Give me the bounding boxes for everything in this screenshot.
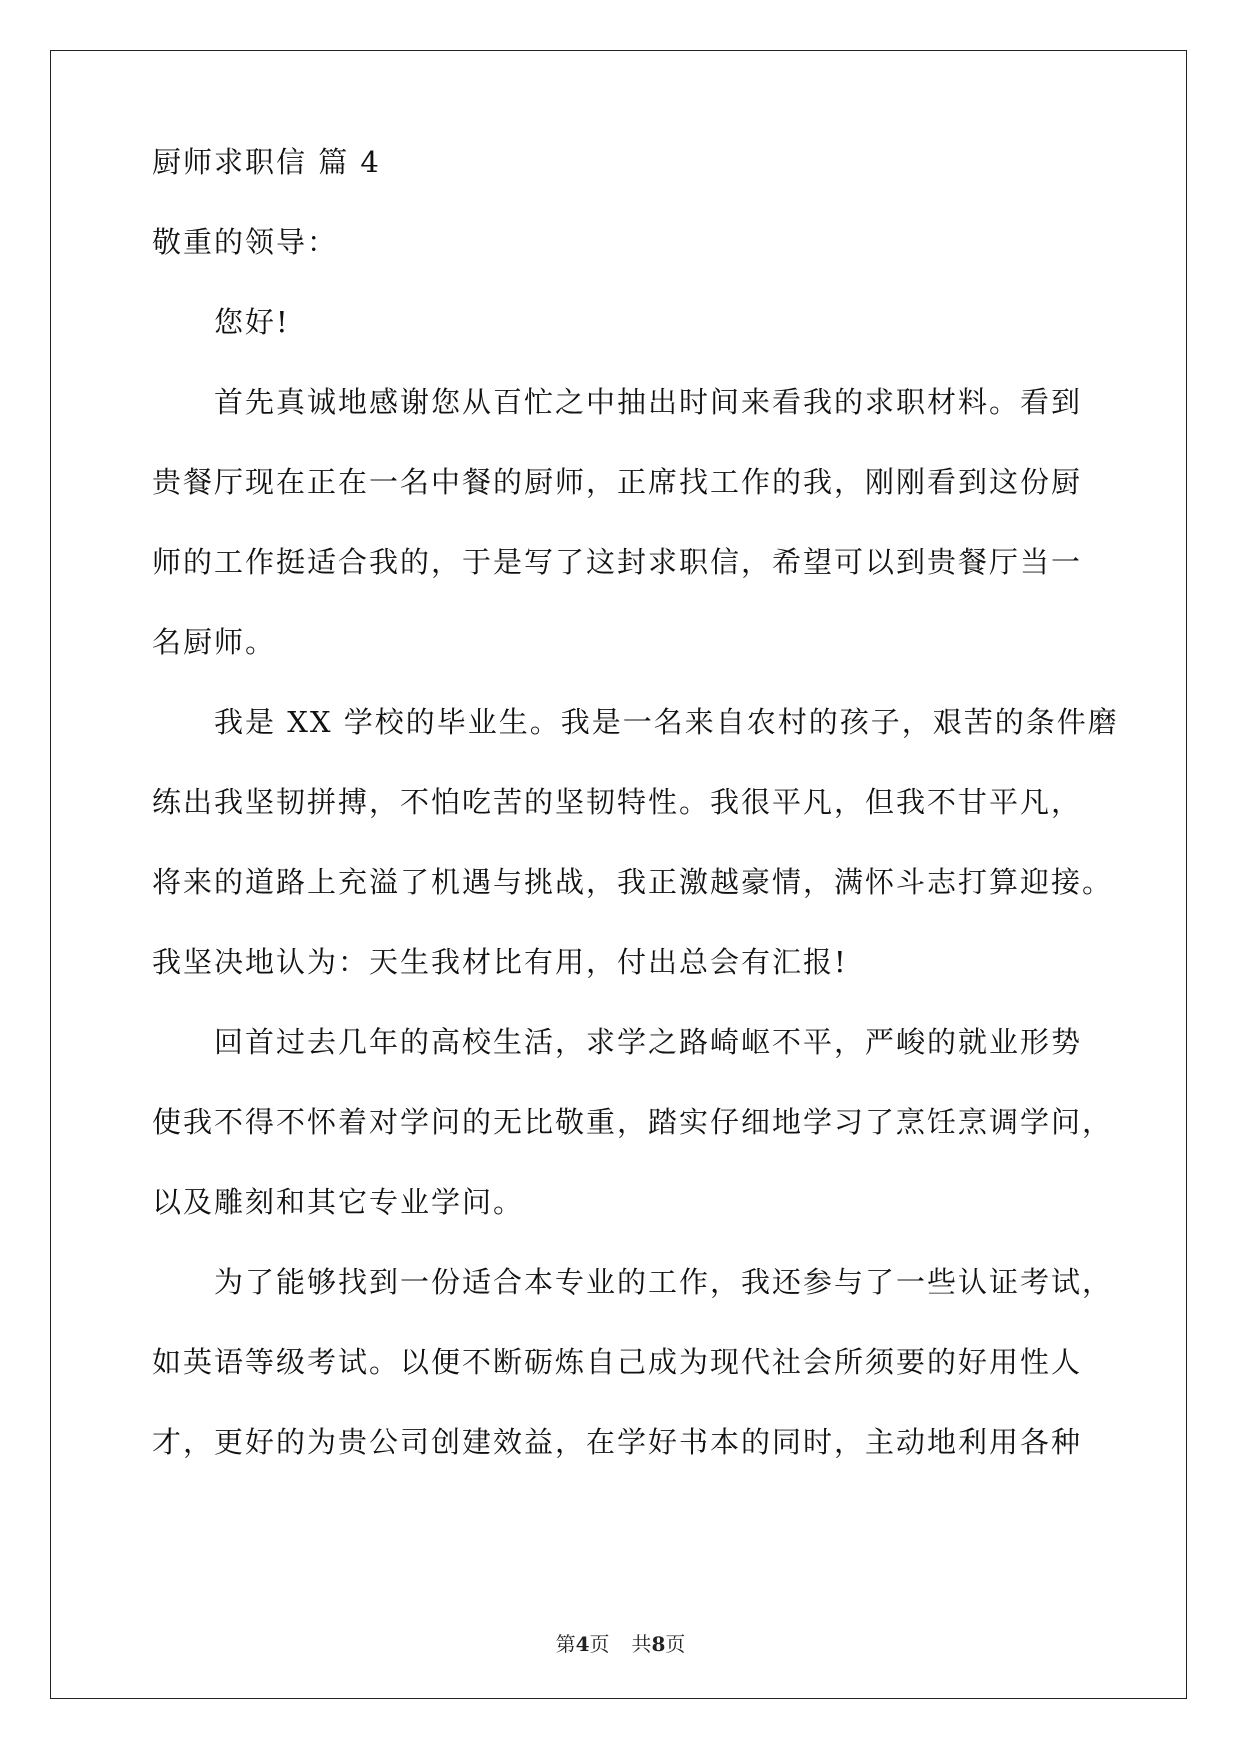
greeting: 您好! — [214, 305, 290, 339]
paragraph-line: 回首过去几年的高校生活，求学之路崎岖不平，严峻的就业形势 — [214, 1025, 1083, 1059]
page-footer — [0, 1628, 1241, 1657]
paragraph-line: 将来的道路上充溢了机遇与挑战，我正激越豪情，满怀斗志打算迎接。 — [152, 865, 1114, 899]
paragraph-line: 练出我坚韧拼搏，不怕吃苦的坚韧特性。我很平凡，但我不甘平凡， — [152, 785, 1083, 819]
paragraph-line: 名厨师。 — [152, 625, 277, 659]
paragraph-line: 师的工作挺适合我的，于是写了这封求职信，希望可以到贵餐厅当一 — [152, 545, 1083, 579]
total-pages-number: 8 — [651, 1632, 666, 1656]
footer-total-prefix: 共 — [631, 1632, 652, 1656]
paragraph-1 — [152, 362, 1112, 682]
paragraph-line: 以及雕刻和其它专业学问。 — [152, 1185, 525, 1219]
footer-prefix: 第 — [555, 1632, 576, 1656]
footer-total-suffix: 页 — [665, 1632, 686, 1656]
salutation: 敬重的领导： — [152, 225, 339, 259]
document-title: 厨师求职信 篇 4 — [152, 145, 381, 179]
paragraph-line: 才，更好的为贵公司创建效益，在学好书本的同时，主动地利用各种 — [152, 1425, 1083, 1459]
paragraph-line: 首先真诚地感谢您从百忙之中抽出时间来看我的求职材料。看到 — [214, 385, 1083, 419]
paragraph-3 — [152, 1002, 1112, 1242]
current-page-number: 4 — [575, 1632, 590, 1656]
paragraph-line: 如英语等级考试。以便不断砺炼自己成为现代社会所须要的好用性人 — [152, 1345, 1083, 1379]
paragraph-line: 贵餐厅现在正在一名中餐的厨师，正席找工作的我，刚刚看到这份厨 — [152, 465, 1083, 499]
footer-page-suffix: 页 — [589, 1632, 610, 1656]
paragraph-line: 我坚决地认为：天生我材比有用，付出总会有汇报! — [152, 945, 848, 979]
paragraph-line: 使我不得不怀着对学问的无比敬重，踏实仔细地学习了烹饪烹调学问， — [152, 1105, 1114, 1139]
paragraph-line: 我是 XX 学校的毕业生。我是一名来自农村的孩子，艰苦的条件磨 — [214, 705, 1119, 739]
paragraph-4 — [152, 1242, 1112, 1482]
paragraph-2 — [152, 682, 1119, 1002]
paragraph-line: 为了能够找到一份适合本专业的工作，我还参与了一些认证考试， — [214, 1265, 1114, 1299]
document-body — [152, 145, 1119, 1482]
